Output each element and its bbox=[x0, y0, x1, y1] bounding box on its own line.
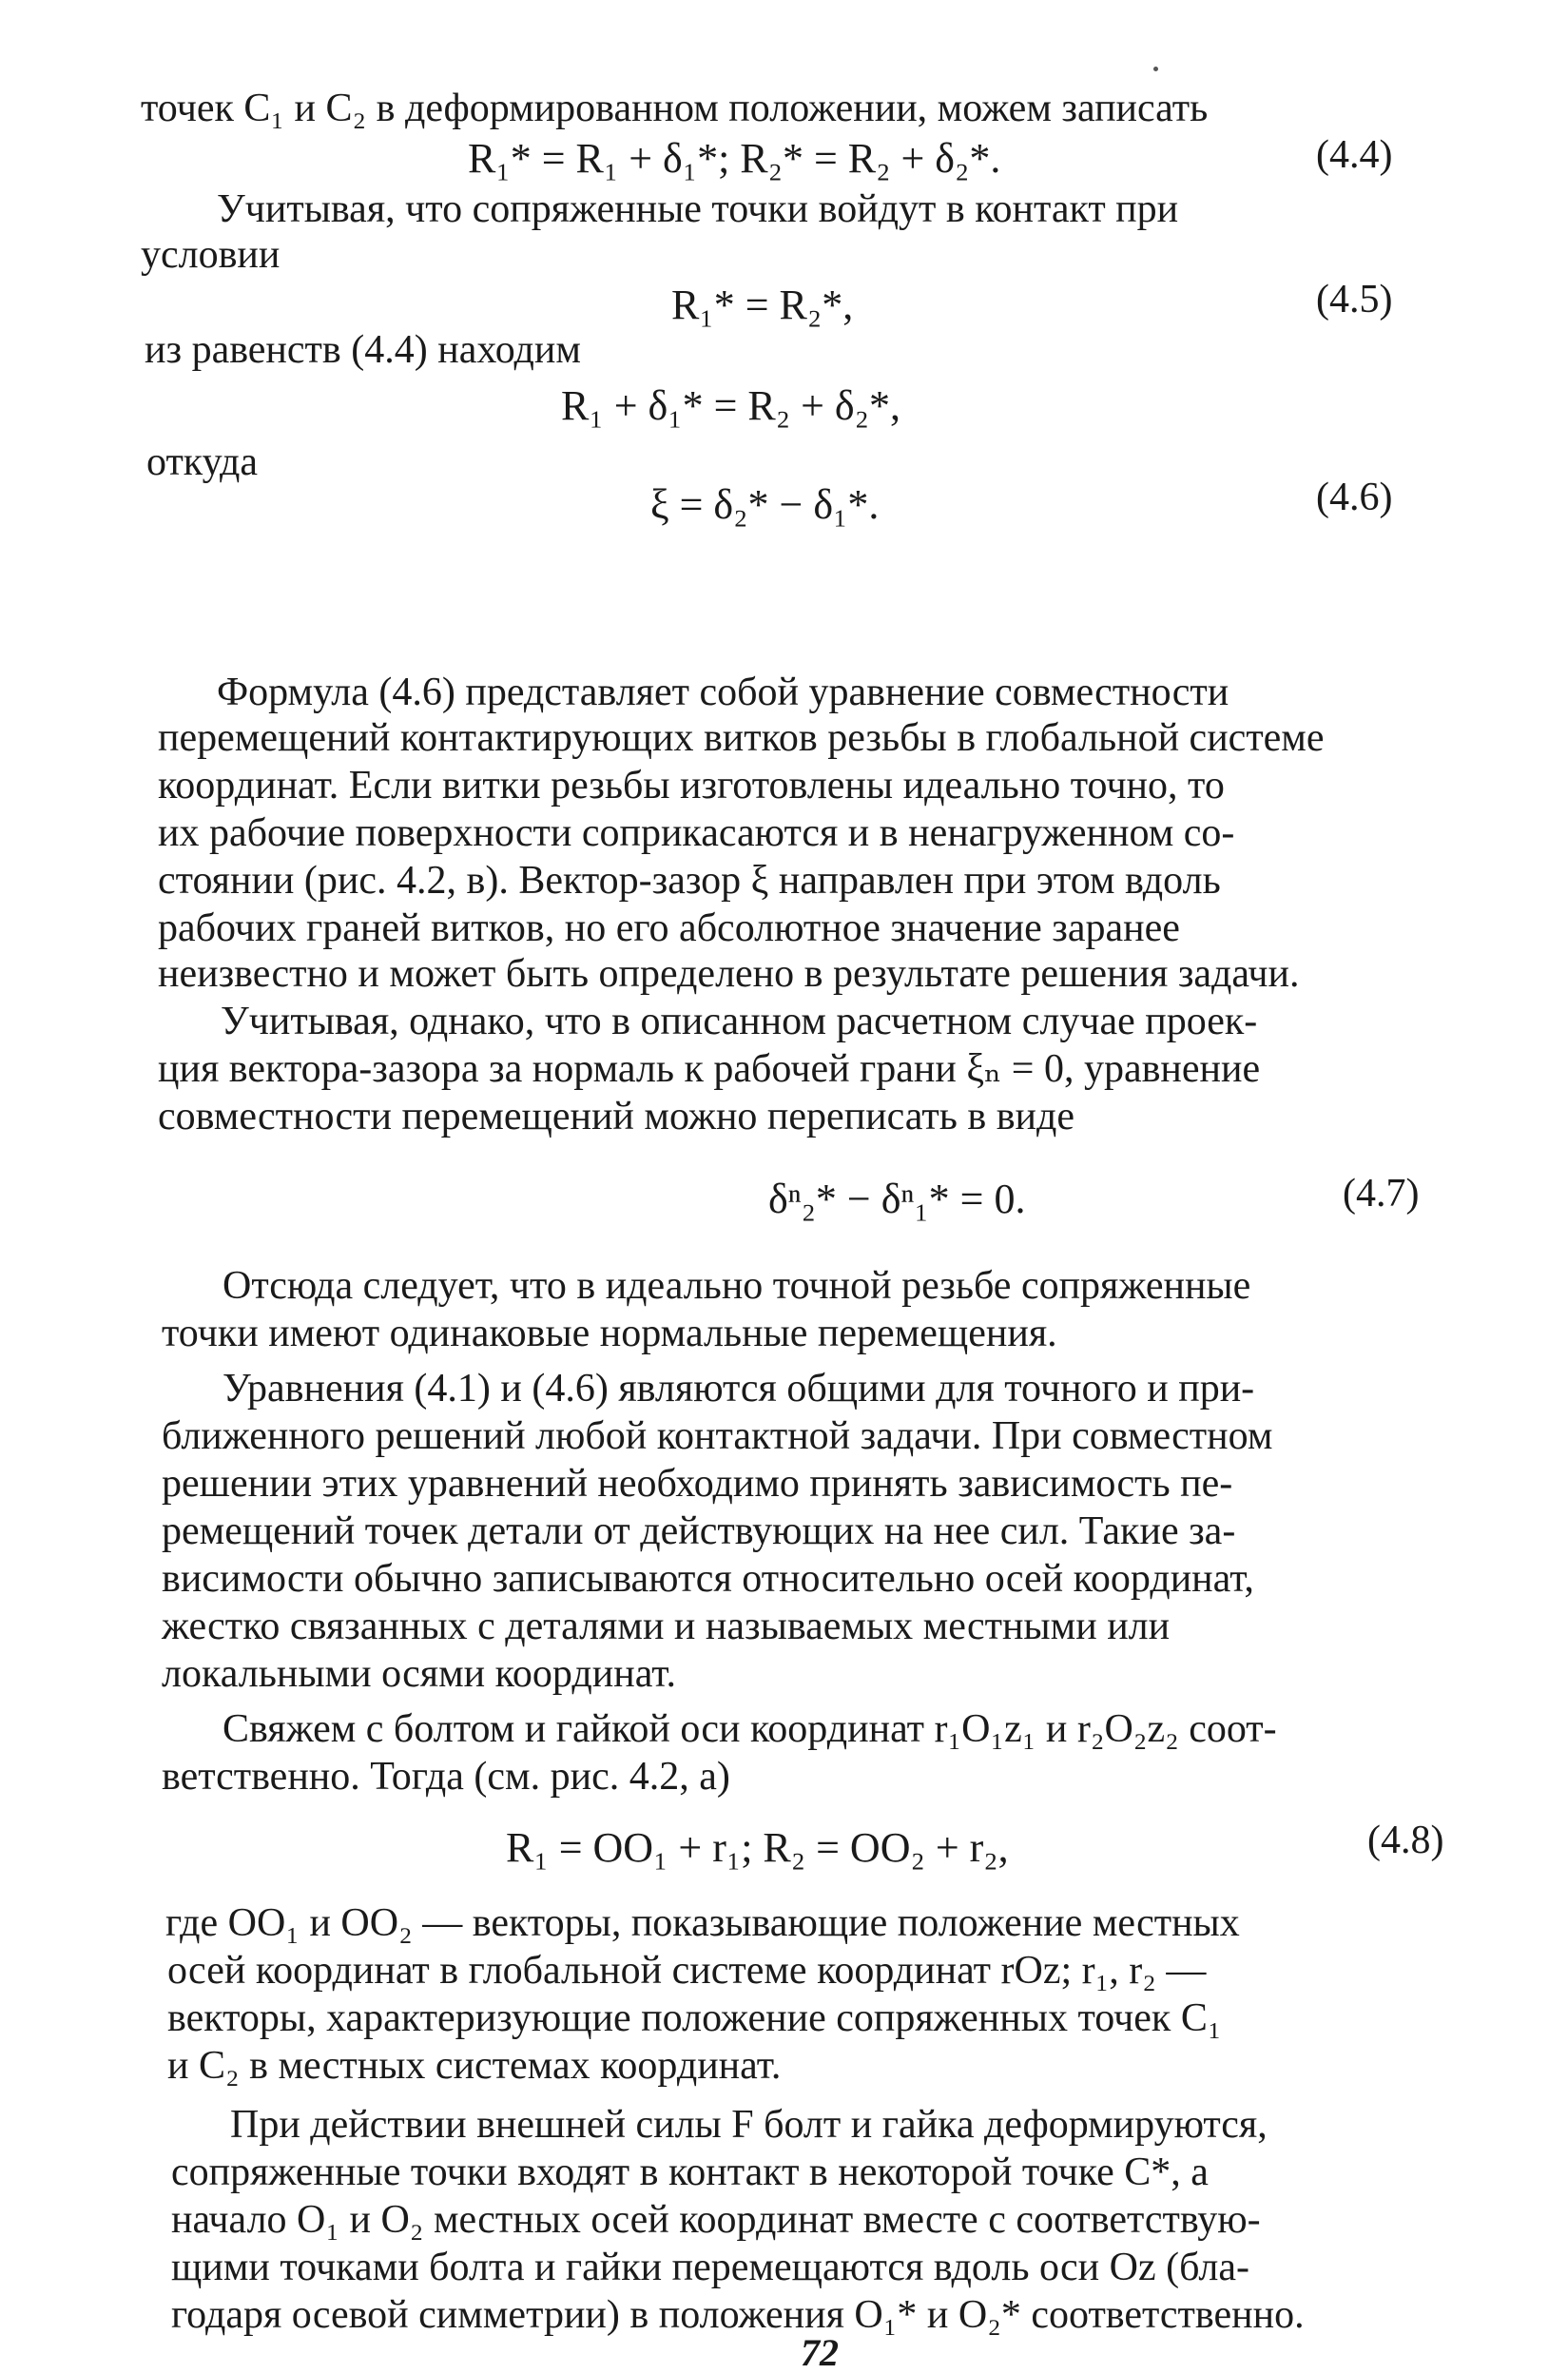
text-line: ближенного решений любой контактной задачи. При совместном bbox=[162, 1414, 1273, 1458]
text-line: из равенств (4.4) находим bbox=[145, 328, 581, 372]
text-line: годаря осевой симметрии) в положения O₁* и O₂* соответственно. bbox=[171, 2293, 1305, 2337]
text-line: их рабочие поверхности соприкасаются и в ненагруженном со- bbox=[158, 811, 1235, 855]
text-line: висимости обычно записываются относительно осей координат, bbox=[162, 1557, 1254, 1601]
equation-number: (4.7) bbox=[1343, 1172, 1420, 1216]
equation-number: (4.6) bbox=[1316, 476, 1393, 519]
text-line: сопряженные точки входят в контакт в некоторой точке C*, а bbox=[171, 2150, 1209, 2194]
text-line: ветственно. Тогда (см. рис. 4.2, а) bbox=[162, 1755, 730, 1799]
text-line: Уравнения (4.1) и (4.6) являются общими для точного и при- bbox=[223, 1367, 1255, 1411]
text-line: осей координат в глобальной системе координат rOz; r₁, r₂ — bbox=[167, 1949, 1207, 1993]
text-line: начало O₁ и O₂ местных осей координат вместе с соответствую- bbox=[171, 2198, 1261, 2242]
equation-4-7: δⁿ₂* − δⁿ₁* = 0. bbox=[768, 1176, 1026, 1222]
text-line: решении этих уравнений необходимо принять зависимость пе- bbox=[162, 1462, 1233, 1506]
text-line: рабочих граней витков, но его абсолютное значение заранее bbox=[158, 906, 1180, 950]
equation-4-8: R₁ = OO₁ + r₁; R₂ = OO₂ + r₂, bbox=[506, 1824, 1009, 1871]
equation-4-6: ξ = δ₂* − δ₁*. bbox=[650, 481, 880, 528]
text-line: локальными осями координат. bbox=[162, 1652, 676, 1696]
page-number: 72 bbox=[801, 2331, 839, 2374]
text-line: координат. Если витки резьбы изготовлены идеально точно, то bbox=[158, 764, 1225, 808]
text-line: щими точками болта и гайки перемещаются вдоль оси Oz (бла- bbox=[171, 2246, 1250, 2289]
text-line: жестко связанных с деталями и называемых местными или bbox=[162, 1605, 1171, 1648]
text-line: неизвестно и может быть определено в результате решения задачи. bbox=[158, 952, 1300, 996]
text-line: Отсюда следует, что в идеально точной резьбе сопряженные bbox=[223, 1264, 1251, 1308]
text-line: ремещений точек детали от действующих на нее сил. Такие за- bbox=[162, 1509, 1236, 1553]
text-line: условии bbox=[141, 233, 281, 277]
equation-4-4: R₁* = R₁ + δ₁*; R₂* = R₂ + δ₂*. bbox=[468, 135, 1001, 182]
equation-number: (4.8) bbox=[1367, 1819, 1444, 1862]
text-line: где OO₁ и OO₂ — векторы, показывающие положение местных bbox=[165, 1901, 1240, 1945]
text-line: стоянии (рис. 4.2, в). Вектор-зазор ξ направлен при этом вдоль bbox=[158, 859, 1221, 903]
text-line: перемещений контактирующих витков резьбы в глобальной системе bbox=[158, 716, 1325, 760]
text-line: точки имеют одинаковые нормальные перемещения. bbox=[162, 1312, 1057, 1355]
text-line-content: точек C₁ и C₂ в деформированном положении, можем записать bbox=[141, 87, 1209, 130]
text-line: При действии внешней силы F болт и гайка деформируются, bbox=[230, 2103, 1268, 2147]
text-line: Учитывая, однако, что в описанном расчетном случае проек- bbox=[221, 1000, 1258, 1043]
text-line: Свяжем с болтом и гайкой оси координат r₁O₁z₁ и r₂O₂z₂ соот- bbox=[223, 1707, 1277, 1751]
text-line: ция вектора-зазора за нормаль к рабочей грани ξₙ = 0, уравнение bbox=[158, 1047, 1261, 1091]
text-line: Учитывая, что сопряженные точки войдут в контакт при bbox=[217, 187, 1179, 231]
print-speck bbox=[1153, 67, 1158, 71]
equation-number: (4.4) bbox=[1316, 133, 1393, 177]
equation-4-5: R₁* = R₂*, bbox=[671, 282, 854, 328]
text-line bbox=[141, 86, 1434, 131]
text-line: векторы, характеризующие положение сопряженных точек C₁ bbox=[167, 1996, 1222, 2040]
text-line: Формула (4.6) представляет собой уравнение совместности bbox=[217, 671, 1229, 714]
equation-number: (4.5) bbox=[1316, 278, 1393, 321]
text-line: и C₂ в местных системах координат. bbox=[167, 2044, 782, 2088]
text-line: откуда bbox=[146, 440, 258, 484]
equation-unnumbered: R₁ + δ₁* = R₂ + δ₂*, bbox=[561, 382, 900, 429]
text-line: совместности перемещений можно переписать в виде bbox=[158, 1095, 1075, 1138]
